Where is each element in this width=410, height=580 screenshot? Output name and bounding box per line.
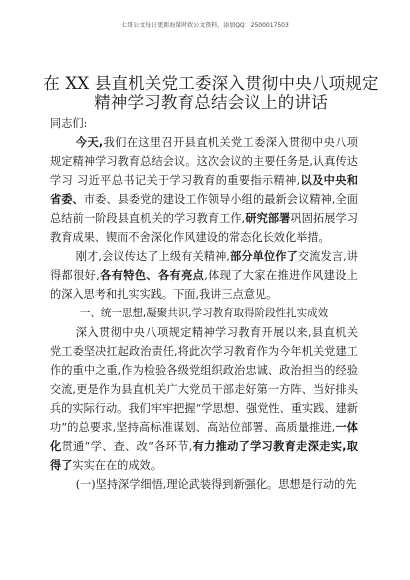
subsection-heading-1: (一)坚持深学细悟,理论武装得到新强化。思想是行动的先: [75, 478, 357, 491]
p1-bold-2: 研究部署: [245, 212, 291, 225]
header-watermark-note: 七哥公文每日更新海量时政公文资料，添加QQ：2500017503: [121, 22, 289, 29]
paragraph-opening: [50, 133, 358, 247]
p1-text-3: 巩固拓展学习教育成果、锲而不舍深化作风建设的常态化长效化举措。: [50, 212, 358, 244]
p1-bold-1: 以及中央和省委、: [50, 174, 358, 206]
document-title: 在 XX 县直机关党工委深入贯彻中央八项规定精神学习教育总结会议上的讲话: [43, 74, 379, 112]
p1-text-2: 市委、县委党的建设工作领导小组的最新会议精神,全面总结前一阶段县直机关的学习教育工作,: [50, 193, 358, 225]
document-body: [50, 114, 358, 494]
p1-text-1: 我们在这里召开县直机关党工委深入贯彻中央八项规定精神学习教育总结会议。这次会议的主要任务是,认真传达学习 习近平总书记关于学习教育的重要指示精神,: [50, 136, 358, 187]
paragraph-achievements: [50, 323, 358, 475]
p2-text-1: 刚才,会议传达了上级有关精神,: [75, 250, 230, 263]
p2-text-3: ,体现了大家在推进作风建设上的深入思考和扎实实践。下面,我讲三点意见。: [50, 269, 358, 301]
p2-bold-2: 各有特色、各有亮点: [99, 269, 205, 282]
opening-lead: 今天,: [75, 136, 104, 149]
paragraph-review: [50, 247, 358, 304]
p2-bold-1: 部分单位作了: [229, 250, 298, 263]
p3-bold-2: 有力推动了学习教育走深走实,取得了: [50, 440, 358, 472]
p3-text-2: 贯通“学、查、改”各环节,: [61, 440, 193, 453]
p3-text-3: 实实在在的成效。: [72, 459, 162, 472]
p2-text-2: 交流发言,讲得都很好,: [50, 250, 358, 282]
p3-bold-1: 一体化: [50, 421, 358, 453]
p3-text-1: 深入贯彻中央八项规定精神学习教育开展以来,县直机关党工委坚决扛起政治责任,将此次学习教育作为今年机关党建工作的重中之重,作为检验各级党组织政治忠诚、政治担当的经验交流,更是作为县直机关广大党员干部走好第一方阵、当好排头兵的实际行动。我们牢牢把握“学思想、强党性、重实践、建新功”的总要求,坚持高标准谋划、高站位部署、高质量推进,: [50, 326, 358, 434]
salutation: 同志们:: [50, 117, 88, 130]
section-heading-1: 一、统一思想,凝聚共识,学习教育取得阶段性扎实成效: [79, 307, 329, 319]
